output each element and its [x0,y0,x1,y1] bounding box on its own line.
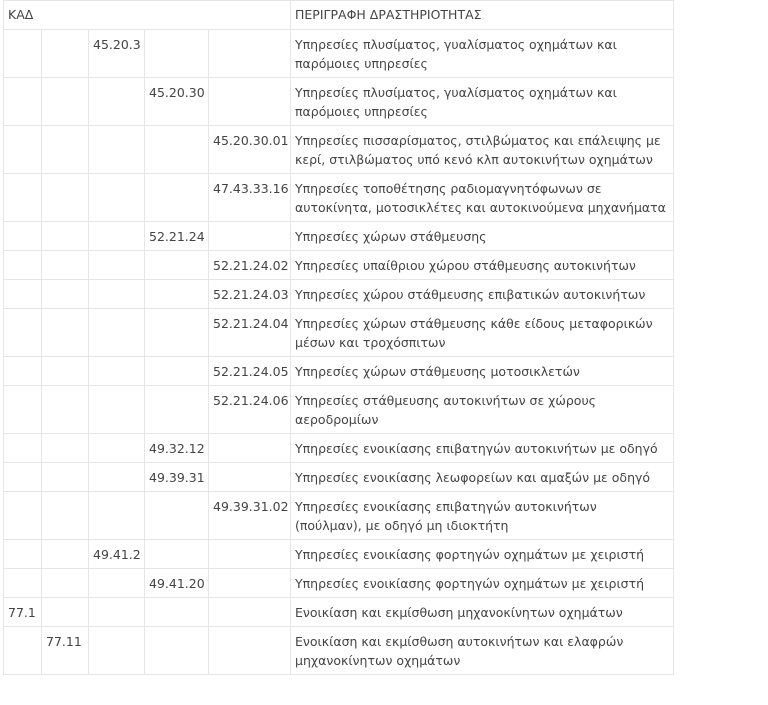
table-row [4,78,674,126]
kad-level-2-cell [42,309,89,357]
kad-level-4-cell [145,598,209,627]
table-body [4,30,674,675]
kad-level-2-cell [42,126,89,174]
description-cell: Υπηρεσίες ενοικίασης λεωφορείων και αμαξών με οδηγό [291,463,674,492]
description-cell: Ενοικίαση και εκμίσθωση αυτοκινήτων και ελαφρών μηχανοκίνητων οχημάτων [291,627,674,675]
kad-level-2-cell [42,434,89,463]
kad-level-3-cell [89,78,145,126]
kad-level-3-cell [89,280,145,309]
kad-level-5-cell: 45.20.30.01 [209,126,291,174]
kad-level-4-cell: 45.20.30 [145,78,209,126]
kad-level-4-cell [145,386,209,434]
kad-level-2-cell [42,251,89,280]
kad-level-4-cell [145,30,209,78]
header-description: ΠΕΡΙΓΡΑΦΗ ΔΡΑΣΤΗΡΙΟΤΗΤΑΣ [291,1,674,30]
kad-level-1-cell [4,627,42,675]
kad-level-5-cell: 47.43.33.16 [209,174,291,222]
kad-level-3-cell [89,357,145,386]
kad-level-5-cell [209,434,291,463]
kad-level-5-cell [209,569,291,598]
kad-level-1-cell [4,222,42,251]
kad-level-5-cell [209,222,291,251]
table-row [4,357,674,386]
kad-table [3,0,674,675]
kad-level-3-cell [89,309,145,357]
kad-level-3-cell [89,463,145,492]
kad-level-4-cell [145,251,209,280]
kad-level-3-cell: 45.20.3 [89,30,145,78]
kad-level-3-cell [89,386,145,434]
kad-level-2-cell [42,30,89,78]
kad-level-1-cell [4,280,42,309]
table-row [4,126,674,174]
kad-level-5-cell [209,598,291,627]
kad-level-5-cell: 52.21.24.02 [209,251,291,280]
kad-level-3-cell [89,126,145,174]
kad-level-4-cell: 49.41.20 [145,569,209,598]
kad-level-1-cell [4,463,42,492]
table-row [4,463,674,492]
table-row [4,540,674,569]
table-row [4,280,674,309]
table-row [4,251,674,280]
kad-level-2-cell [42,540,89,569]
kad-level-4-cell [145,280,209,309]
table-row [4,434,674,463]
description-cell: Υπηρεσίες υπαίθριου χώρου στάθμευσης αυτοκινήτων [291,251,674,280]
kad-level-2-cell [42,174,89,222]
kad-level-5-cell: 52.21.24.04 [209,309,291,357]
kad-level-5-cell [209,627,291,675]
table-row [4,598,674,627]
description-cell: Υπηρεσίες χώρων στάθμευσης [291,222,674,251]
kad-level-3-cell [89,569,145,598]
table-row [4,309,674,357]
description-cell: Υπηρεσίες χώρων στάθμευσης μοτοσικλετών [291,357,674,386]
kad-level-3-cell [89,434,145,463]
kad-level-2-cell [42,569,89,598]
description-cell: Υπηρεσίες ενοικίασης επιβατηγών αυτοκινήτων (πούλμαν), με οδηγό μη ιδιοκτήτη [291,492,674,540]
kad-level-2-cell [42,492,89,540]
description-cell: Υπηρεσίες πισσαρίσματος, στιλβώματος και επάλειψης με κερί, στιλβώματος υπό κενό κλπ αυτοκινήτων οχημάτων [291,126,674,174]
kad-level-2-cell [42,222,89,251]
kad-level-4-cell [145,309,209,357]
kad-level-5-cell: 49.39.31.02 [209,492,291,540]
kad-level-3-cell [89,492,145,540]
kad-level-1-cell [4,386,42,434]
kad-level-3-cell [89,174,145,222]
kad-level-2-cell [42,78,89,126]
description-cell: Υπηρεσίες ενοικίασης επιβατηγών αυτοκινήτων με οδηγό [291,434,674,463]
kad-level-1-cell [4,492,42,540]
table-row [4,492,674,540]
description-cell: Υπηρεσίες ενοικίασης φορτηγών οχημάτων με χειριστή [291,569,674,598]
table-row [4,30,674,78]
kad-level-5-cell [209,540,291,569]
kad-level-5-cell [209,30,291,78]
description-cell: Υπηρεσίες χώρων στάθμευσης κάθε είδους μεταφορικών μέσων και τροχόσπιτων [291,309,674,357]
kad-level-5-cell [209,78,291,126]
kad-level-4-cell [145,540,209,569]
kad-level-5-cell: 52.21.24.06 [209,386,291,434]
kad-level-1-cell [4,540,42,569]
kad-level-1-cell [4,251,42,280]
kad-level-2-cell [42,280,89,309]
kad-level-4-cell [145,492,209,540]
kad-level-3-cell [89,627,145,675]
kad-level-1-cell [4,309,42,357]
description-cell: Υπηρεσίες τοποθέτησης ραδιομαγνητόφωνων σε αυτοκίνητα, μοτοσικλέτες και αυτοκινούμενα μηχανήματα [291,174,674,222]
kad-level-2-cell [42,463,89,492]
table-row [4,569,674,598]
table-row [4,386,674,434]
kad-level-3-cell: 49.41.2 [89,540,145,569]
kad-level-2-cell: 77.11 [42,627,89,675]
kad-level-4-cell [145,627,209,675]
header-kad: ΚΑΔ [4,1,291,30]
kad-level-4-cell: 49.39.31 [145,463,209,492]
kad-level-2-cell [42,386,89,434]
description-cell: Υπηρεσίες πλυσίματος, γυαλίσματος οχημάτων και παρόμοιες υπηρεσίες [291,78,674,126]
kad-level-4-cell: 49.32.12 [145,434,209,463]
table-row [4,222,674,251]
kad-level-5-cell: 52.21.24.05 [209,357,291,386]
table-header-row [4,1,674,30]
kad-level-1-cell [4,126,42,174]
kad-level-1-cell [4,569,42,598]
kad-level-4-cell [145,174,209,222]
kad-level-2-cell [42,598,89,627]
kad-level-1-cell [4,78,42,126]
table-row [4,174,674,222]
kad-level-3-cell [89,251,145,280]
description-cell: Ενοικίαση και εκμίσθωση μηχανοκίνητων οχημάτων [291,598,674,627]
kad-level-4-cell [145,357,209,386]
kad-level-4-cell [145,126,209,174]
description-cell: Υπηρεσίες χώρου στάθμευσης επιβατικών αυτοκινήτων [291,280,674,309]
table-row [4,627,674,675]
description-cell: Υπηρεσίες ενοικίασης φορτηγών οχημάτων με χειριστή [291,540,674,569]
kad-level-1-cell [4,30,42,78]
description-cell: Υπηρεσίες στάθμευσης αυτοκινήτων σε χώρους αεροδρομίων [291,386,674,434]
kad-level-1-cell [4,174,42,222]
kad-level-5-cell: 52.21.24.03 [209,280,291,309]
kad-level-4-cell: 52.21.24 [145,222,209,251]
kad-level-3-cell [89,598,145,627]
kad-level-5-cell [209,463,291,492]
kad-level-3-cell [89,222,145,251]
kad-level-2-cell [42,357,89,386]
kad-level-1-cell [4,434,42,463]
kad-level-1-cell [4,357,42,386]
kad-level-1-cell: 77.1 [4,598,42,627]
description-cell: Υπηρεσίες πλυσίματος, γυαλίσματος οχημάτων και παρόμοιες υπηρεσίες [291,30,674,78]
